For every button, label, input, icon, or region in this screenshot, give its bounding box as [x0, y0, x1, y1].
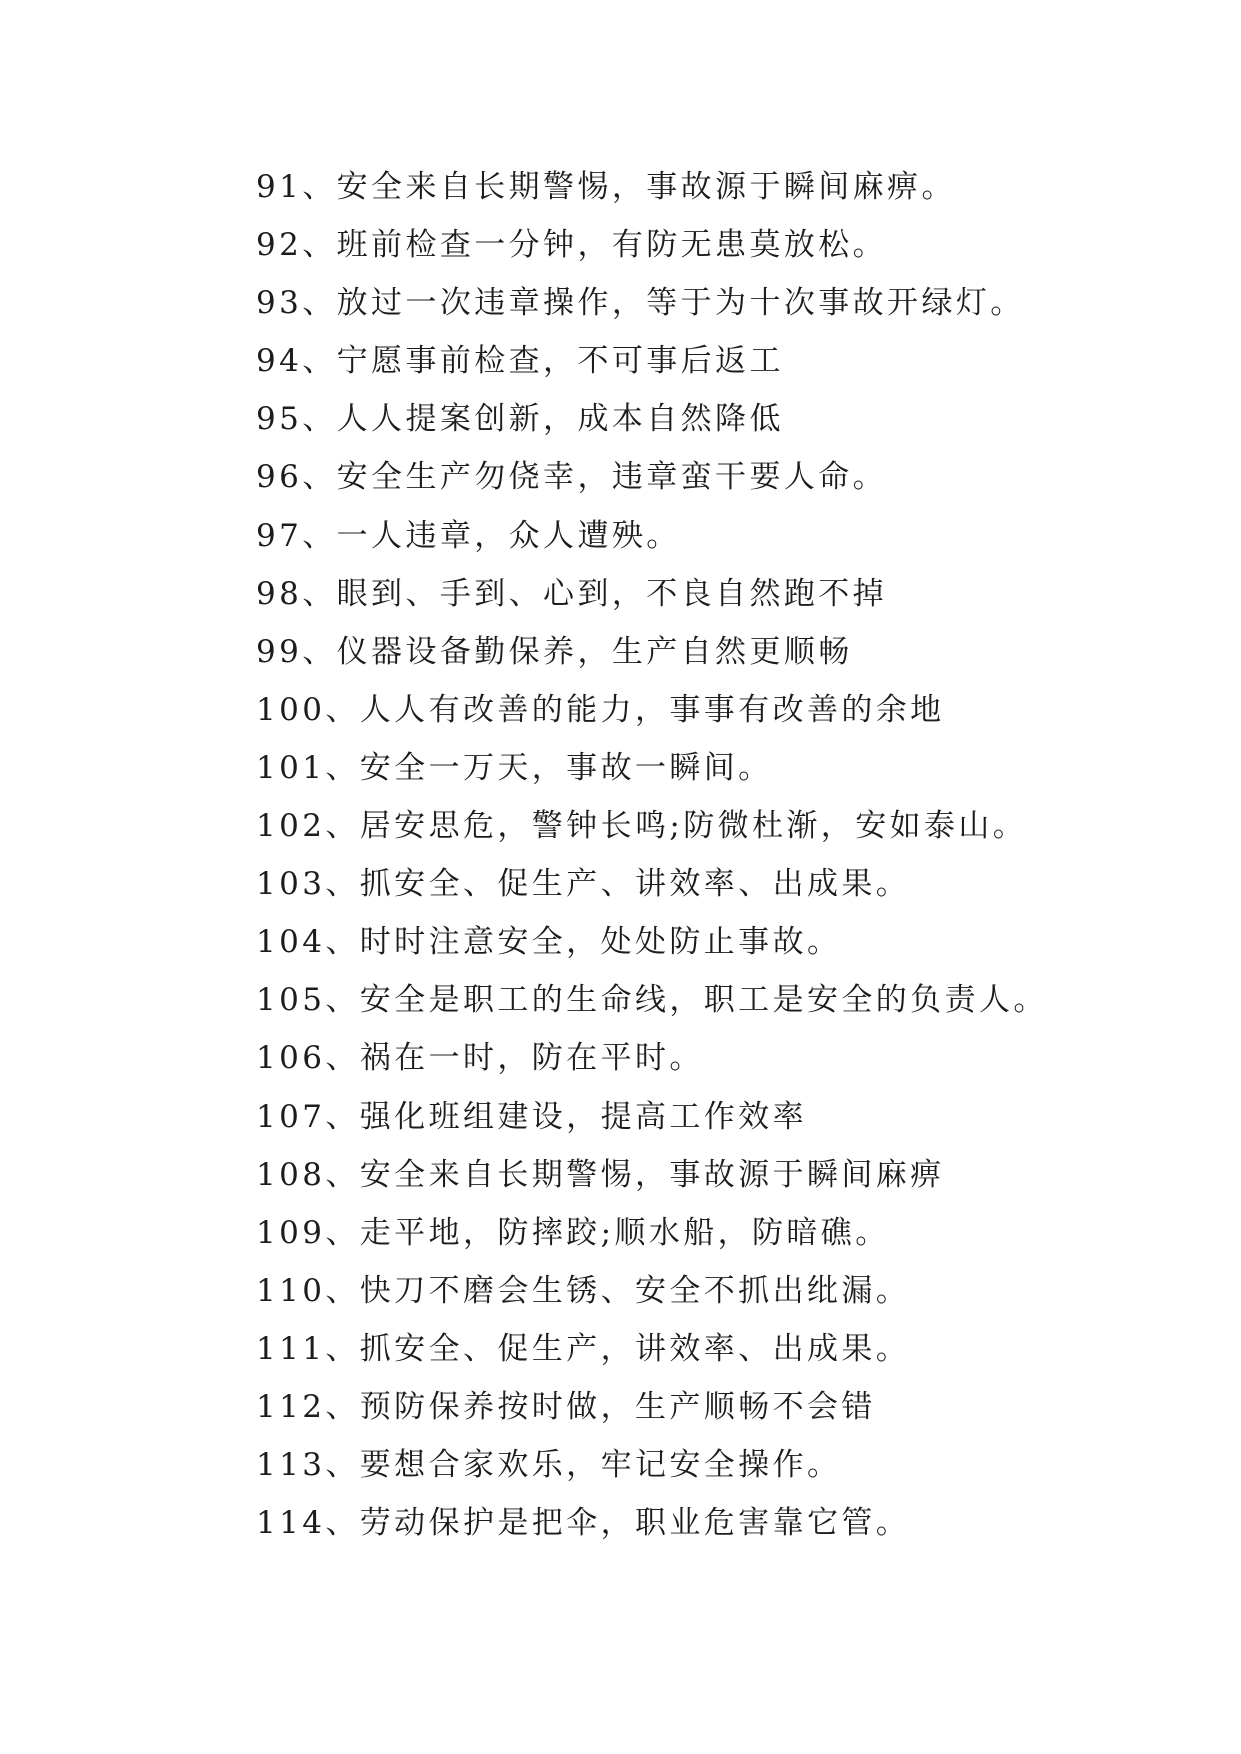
- slogan-line-100: 100、人人有改善的能力，事事有改善的余地: [256, 691, 945, 728]
- slogan-line-104: 104、时时注意安全，处处防止事故。: [256, 924, 842, 961]
- slogan-line-112: 112、预防保养按时做，生产顺畅不会错: [256, 1388, 876, 1425]
- slogan-line-94: 94、宁愿事前检查，不可事后返工: [256, 343, 784, 380]
- slogan-line-102: 102、居安思危，警钟长鸣;防微杜渐，安如泰山。: [256, 808, 1028, 845]
- slogan-line-93: 93、放过一次违章操作，等于为十次事故开绿灯。: [256, 285, 1025, 322]
- slogan-list: [256, 158, 1048, 1552]
- slogan-line-103: 103、抓安全、促生产、讲效率、出成果。: [256, 866, 911, 903]
- slogan-line-107: 107、强化班组建设，提高工作效率: [256, 1098, 807, 1135]
- slogan-line-99: 99、仪器设备勤保养，生产自然更顺畅: [256, 633, 853, 670]
- slogan-line-98: 98、眼到、手到、心到，不良自然跑不掉: [256, 575, 888, 612]
- slogan-line-96: 96、安全生产勿侥幸，违章蛮干要人命。: [256, 459, 888, 496]
- slogan-line-110: 110、快刀不磨会生锈、安全不抓出纰漏。: [256, 1272, 911, 1309]
- slogan-line-105: 105、安全是职工的生命线，职工是安全的负责人。: [256, 982, 1048, 1019]
- slogan-line-113: 113、要想合家欢乐，牢记安全操作。: [256, 1447, 842, 1484]
- slogan-line-106: 106、祸在一时，防在平时。: [256, 1040, 704, 1077]
- slogan-line-92: 92、班前检查一分钟，有防无患莫放松。: [256, 227, 888, 264]
- slogan-line-114: 114、劳动保护是把伞，职业危害靠它管。: [256, 1505, 911, 1542]
- slogan-line-95: 95、人人提案创新，成本自然降低: [256, 401, 784, 438]
- slogan-line-91: 91、安全来自长期警惕，事故源于瞬间麻痹。: [256, 169, 956, 205]
- slogan-line-97: 97、一人违章，众人遭殃。: [256, 517, 681, 554]
- slogan-line-108: 108、安全来自长期警惕，事故源于瞬间麻痹: [256, 1156, 945, 1193]
- slogan-line-111: 111、抓安全、促生产，讲效率、出成果。: [256, 1330, 911, 1367]
- slogan-line-109: 109、走平地，防摔跤;顺水船，防暗礁。: [256, 1214, 890, 1251]
- slogan-line-101: 101、安全一万天，事故一瞬间。: [256, 749, 773, 786]
